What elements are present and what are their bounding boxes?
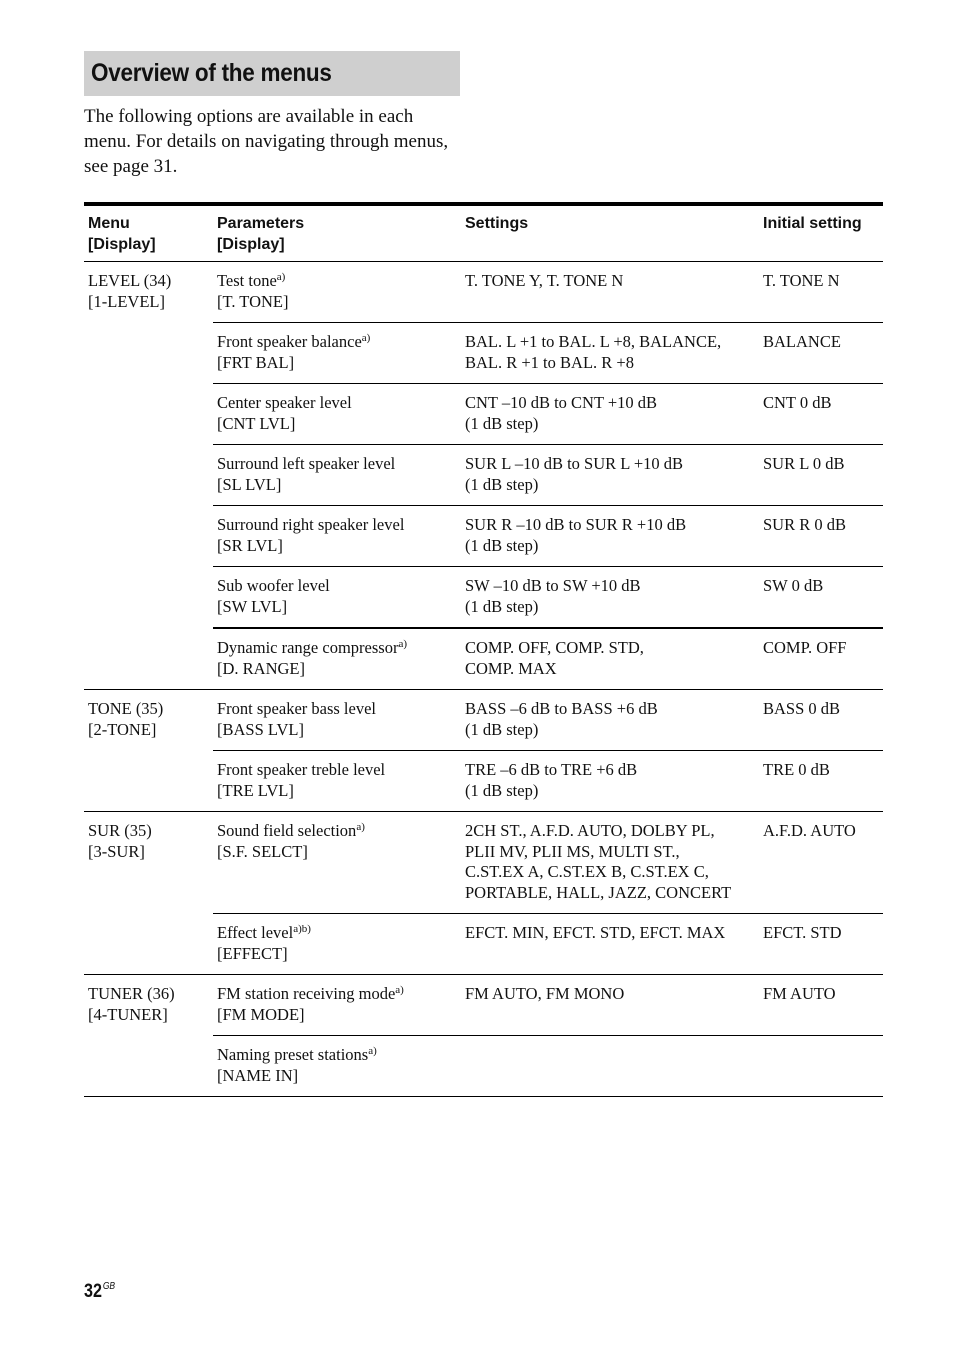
parameter-display: [BASS LVL] <box>217 719 304 739</box>
initial-setting-cell <box>759 1036 883 1097</box>
initial-setting-cell: CNT 0 dB <box>759 384 883 445</box>
settings-cell: T. TONE Y, T. TONE N <box>461 262 759 323</box>
header-initial-setting: Initial setting <box>759 204 883 262</box>
settings-cell <box>461 1036 759 1097</box>
footnote-marker: a)b) <box>293 923 311 935</box>
page-suffix: GB <box>102 1281 116 1292</box>
parameter-display: [FRT BAL] <box>217 352 295 372</box>
footnote-marker: a) <box>276 271 286 283</box>
footnote-marker: a) <box>395 984 404 996</box>
table-header-row <box>84 204 883 262</box>
settings-cell: SUR R –10 dB to SUR R +10 dB (1 dB step) <box>461 506 759 567</box>
parameter-cell <box>213 628 461 690</box>
parameter-name: Effect level <box>217 923 294 942</box>
settings-cell: SUR L –10 dB to SUR L +10 dB (1 dB step) <box>461 445 759 506</box>
menu-cell: SUR (35) [3-SUR] <box>84 812 213 975</box>
menu-cell: LEVEL (34) [1-LEVEL] <box>84 262 213 690</box>
parameter-cell <box>213 751 461 812</box>
settings-cell: BASS –6 dB to BASS +6 dB (1 dB step) <box>461 690 759 751</box>
parameter-name: Test tone <box>217 271 277 290</box>
parameter-name: Surround left speaker level <box>217 454 396 473</box>
parameter-cell <box>213 384 461 445</box>
section-title-bar <box>84 51 460 96</box>
footnote-marker: a) <box>368 1045 377 1057</box>
settings-cell: FM AUTO, FM MONO <box>461 975 759 1036</box>
parameter-cell <box>213 567 461 629</box>
initial-setting-cell: SUR L 0 dB <box>759 445 883 506</box>
initial-setting-cell: BALANCE <box>759 323 883 384</box>
table-row <box>84 262 883 323</box>
initial-setting-cell: COMP. OFF <box>759 628 883 690</box>
parameter-name: Front speaker balance <box>217 332 362 351</box>
parameter-cell <box>213 445 461 506</box>
parameter-display: [TRE LVL] <box>217 780 294 800</box>
menu-cell: TONE (35) [2-TONE] <box>84 690 213 812</box>
parameter-name: Sub woofer level <box>217 576 330 595</box>
table-body <box>84 262 883 1097</box>
table-row <box>84 975 883 1036</box>
page-title: Overview of the menus <box>91 59 332 87</box>
initial-setting-cell: BASS 0 dB <box>759 690 883 751</box>
parameter-cell <box>213 262 461 323</box>
parameter-display: [S.F. SELCT] <box>217 841 308 861</box>
parameter-name: Front speaker treble level <box>217 760 386 779</box>
menu-overview-table <box>84 202 883 1097</box>
parameter-cell <box>213 323 461 384</box>
parameter-cell <box>213 506 461 567</box>
parameter-display: [T. TONE] <box>217 291 289 311</box>
header-settings: Settings <box>461 204 759 262</box>
parameter-cell <box>213 690 461 751</box>
initial-setting-cell: FM AUTO <box>759 975 883 1036</box>
parameter-cell <box>213 914 461 975</box>
parameter-display: [CNT LVL] <box>217 413 296 433</box>
settings-cell: CNT –10 dB to CNT +10 dB (1 dB step) <box>461 384 759 445</box>
initial-setting-cell: SUR R 0 dB <box>759 506 883 567</box>
settings-cell: COMP. OFF, COMP. STD, COMP. MAX <box>461 628 759 690</box>
parameter-display: [SL LVL] <box>217 474 282 494</box>
parameter-cell <box>213 1036 461 1097</box>
settings-cell: TRE –6 dB to TRE +6 dB (1 dB step) <box>461 751 759 812</box>
initial-setting-cell: TRE 0 dB <box>759 751 883 812</box>
parameter-display: [EFFECT] <box>217 943 288 963</box>
initial-setting-cell: A.F.D. AUTO <box>759 812 883 914</box>
header-parameters: Parameters [Display] <box>213 204 461 262</box>
footnote-marker: a) <box>356 821 365 833</box>
parameter-cell <box>213 812 461 914</box>
parameter-display: [NAME IN] <box>217 1065 299 1085</box>
initial-setting-cell: T. TONE N <box>759 262 883 323</box>
settings-cell: EFCT. MIN, EFCT. STD, EFCT. MAX <box>461 914 759 975</box>
intro-paragraph: The following options are available in each menu. For details on navigating through menus, see page 31. <box>84 106 449 177</box>
initial-setting-cell: EFCT. STD <box>759 914 883 975</box>
parameter-display: [D. RANGE] <box>217 658 305 678</box>
parameter-name: Front speaker bass level <box>217 699 376 718</box>
table-row <box>84 690 883 751</box>
settings-cell: SW –10 dB to SW +10 dB (1 dB step) <box>461 567 759 629</box>
parameter-name: Surround right speaker level <box>217 515 405 534</box>
parameter-name: Dynamic range compressor <box>217 638 399 657</box>
parameter-display: [FM MODE] <box>217 1004 305 1024</box>
parameter-name: FM station receiving mode <box>217 984 396 1003</box>
parameter-display: [SW LVL] <box>217 596 288 616</box>
settings-cell: BAL. L +1 to BAL. L +8, BALANCE, BAL. R +1 to BAL. R +8 <box>461 323 759 384</box>
table-row <box>84 812 883 914</box>
footnote-marker: a) <box>398 638 407 650</box>
parameter-name: Sound field selection <box>217 821 357 840</box>
parameter-display: [SR LVL] <box>217 535 283 555</box>
footnote-marker: a) <box>361 332 371 344</box>
parameter-name: Center speaker level <box>217 393 352 412</box>
initial-setting-cell: SW 0 dB <box>759 567 883 629</box>
settings-cell: 2CH ST., A.F.D. AUTO, DOLBY PL, PLII MV, PLII MS, MULTI ST., C.ST.EX A, C.ST.EX B, C.ST.EX C, PORTABLE, HALL, JAZZ, CONCERT <box>461 812 759 914</box>
page-number: $32^{GB}$ <box>84 1281 116 1302</box>
parameter-name: Naming preset stations <box>217 1045 369 1064</box>
menu-cell: TUNER (36) [4-TUNER] <box>84 975 213 1097</box>
header-menu: Menu [Display] <box>84 204 213 262</box>
parameter-cell <box>213 975 461 1036</box>
